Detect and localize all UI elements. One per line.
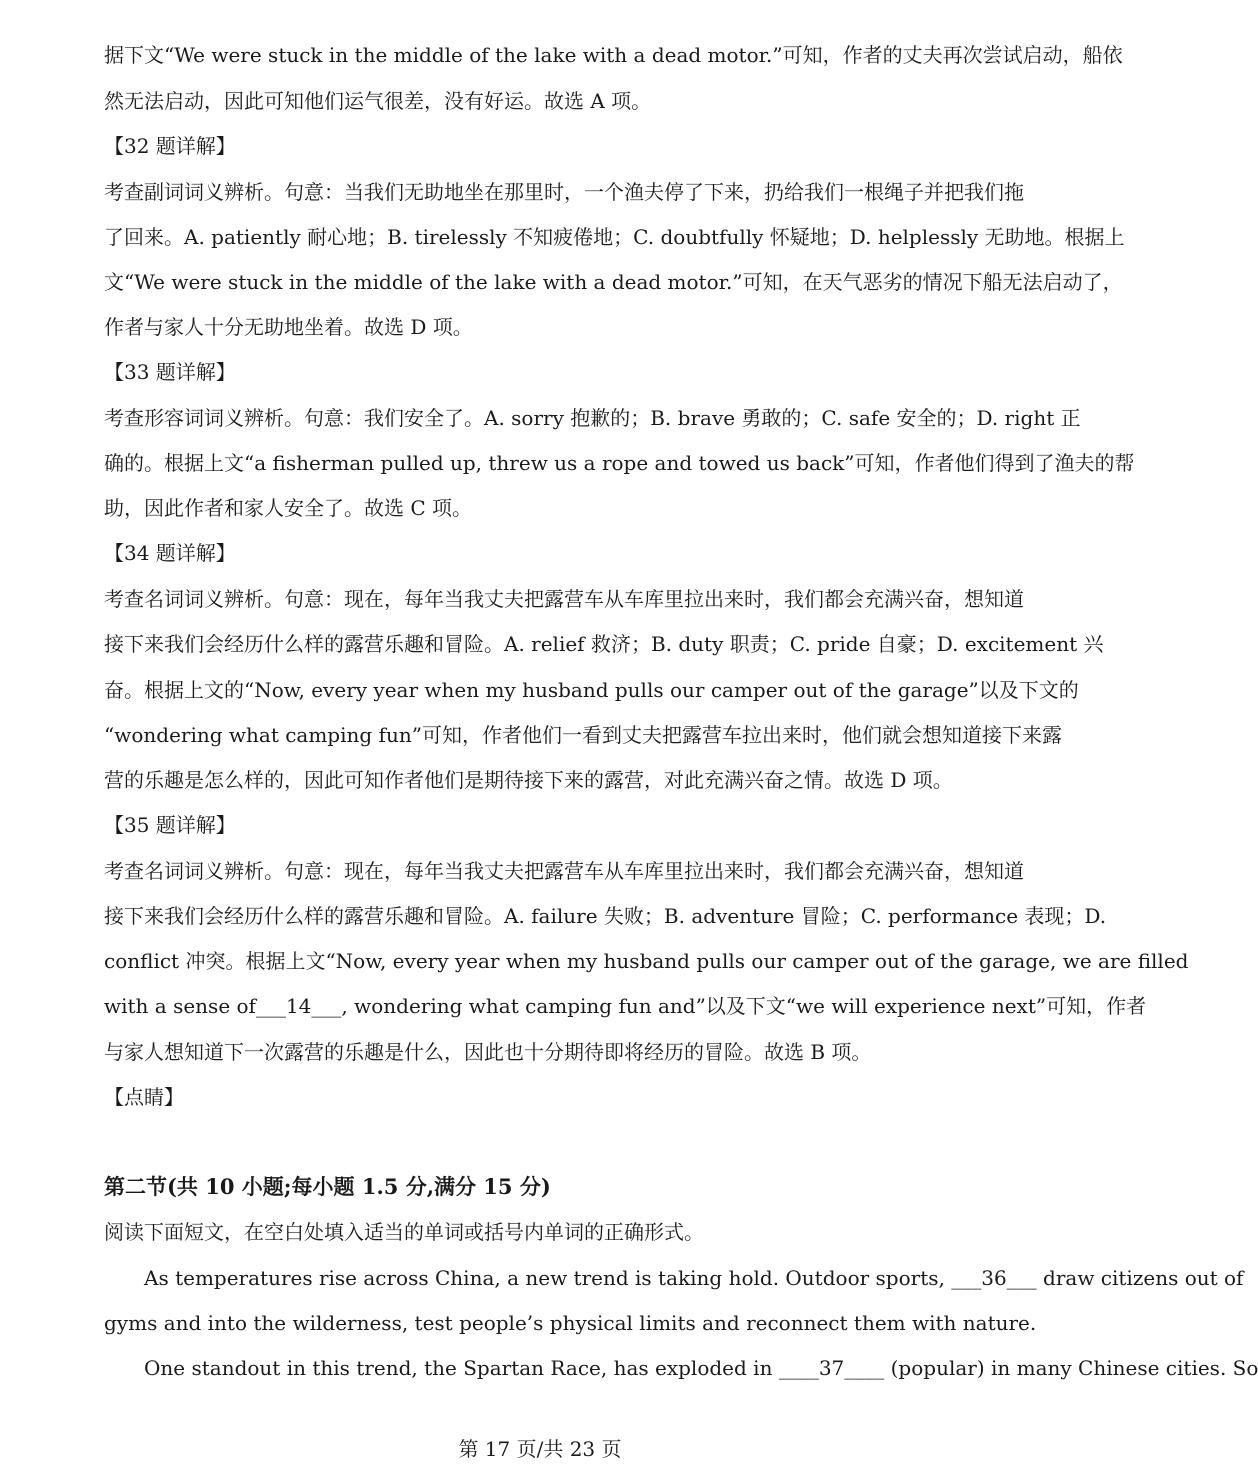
question-heading: 【33 题详解】 <box>104 360 236 384</box>
text-fragment: with a sense of <box>104 994 256 1018</box>
text-line: 助，因此作者和家人安全了。故选 C 项。 <box>104 496 473 520</box>
text-line: 考查名词词义辨析。句意：现在，每年当我丈夫把露营车从车库里拉出来时，我们都会充满兴奋，想知道 <box>104 859 1024 883</box>
passage-line: gyms and into the wilderness, test people’s physical limits and reconnect them with nature. <box>104 1311 1037 1335</box>
text-line: 考查形容词词义辨析。句意：我们安全了。A. sorry 抱歉的；B. brave 勇敢的；C. safe 安全的；D. right 正 <box>104 406 1081 430</box>
text-line: 文“We were stuck in the middle of the lake with a dead motor.”可知，在天气恶劣的情况下船无法启动了， <box>104 270 1123 294</box>
text-line <box>104 991 1147 1021</box>
text-line: 考查副词词义辨析。句意：当我们无助地坐在那里时，一个渔夫停了下来，扔给我们一根绳子并把我们拖 <box>104 180 1024 204</box>
question-heading: 【34 题详解】 <box>104 541 236 565</box>
passage-line <box>144 1353 1258 1383</box>
instruction-text: 阅读下面短文，在空白处填入适当的单词或括号内单词的正确形式。 <box>104 1220 704 1244</box>
text-fragment: (popular) in many Chinese cities. So <box>890 1356 1258 1380</box>
text-line: 奋。根据上文的“Now, every year when my husband pulls our camper out of the garage”以及下文的 <box>104 678 1079 702</box>
question-heading: 【32 题详解】 <box>104 134 236 158</box>
text-line: 确的。根据上文“a fisherman pulled up, threw us a rope and towed us back”可知，作者他们得到了渔夫的帮 <box>104 451 1135 475</box>
text-line: 接下来我们会经历什么样的露营乐趣和冒险。A. failure 失败；B. adventure 冒险；C. performance 表现；D. <box>104 904 1107 928</box>
text-line: 了回来。A. patiently 耐心地；B. tirelessly 不知疲倦地；C. doubtfully 怀疑地；D. helplessly 无助地。根据上 <box>104 225 1125 249</box>
blank-36: ___36___ <box>951 1266 1037 1290</box>
page-footer: 第 17 页/共 23 页 <box>458 1437 622 1461</box>
text-fragment: , wondering what camping fun and”以及下文“we will experience next”可知，作者 <box>341 994 1147 1018</box>
text-fragment: draw citizens out of <box>1043 1266 1244 1290</box>
text-line: 然无法启动，因此可知他们运气很差，没有好运。故选 A 项。 <box>104 89 652 113</box>
text-line: 与家人想知道下一次露营的乐趣是什么，因此也十分期待即将经历的冒险。故选 B 项。 <box>104 1040 872 1064</box>
text-line: 营的乐趣是怎么样的，因此可知作者他们是期待接下来的露营，对此充满兴奋之情。故选 D 项。 <box>104 768 953 792</box>
blank-14: ___14___ <box>255 994 342 1018</box>
text-line: 接下来我们会经历什么样的露营乐趣和冒险。A. relief 救济；B. duty 职责；C. pride 自豪；D. excitement 兴 <box>104 632 1104 656</box>
text-fragment: One standout in this trend, the Spartan Race, has exploded in <box>144 1356 773 1380</box>
text-fragment: As temperatures rise across China, a new trend is taking hold. Outdoor sports, <box>144 1266 945 1290</box>
text-line: conflict 冲突。根据上文“Now, every year when my husband pulls our camper out of the garage, we are filled <box>104 949 1189 973</box>
dianjing-heading: 【点睛】 <box>104 1085 184 1109</box>
section-heading: 第二节(共 10 小题;每小题 1.5 分,满分 15 分) <box>104 1174 551 1199</box>
passage-line <box>144 1263 1244 1293</box>
text-line: “wondering what camping fun”可知，作者他们一看到丈夫把露营车拉出来时，他们就会想知道接下来露 <box>104 723 1062 747</box>
blank-37: ____37____ <box>778 1356 885 1380</box>
text-line: 作者与家人十分无助地坐着。故选 D 项。 <box>104 315 473 339</box>
text-line: 据下文“We were stuck in the middle of the lake with a dead motor.”可知，作者的丈夫再次尝试启动，船依 <box>104 43 1123 67</box>
question-heading: 【35 题详解】 <box>104 813 236 837</box>
text-line: 考查名词词义辨析。句意：现在，每年当我丈夫把露营车从车库里拉出来时，我们都会充满兴奋，想知道 <box>104 587 1024 611</box>
